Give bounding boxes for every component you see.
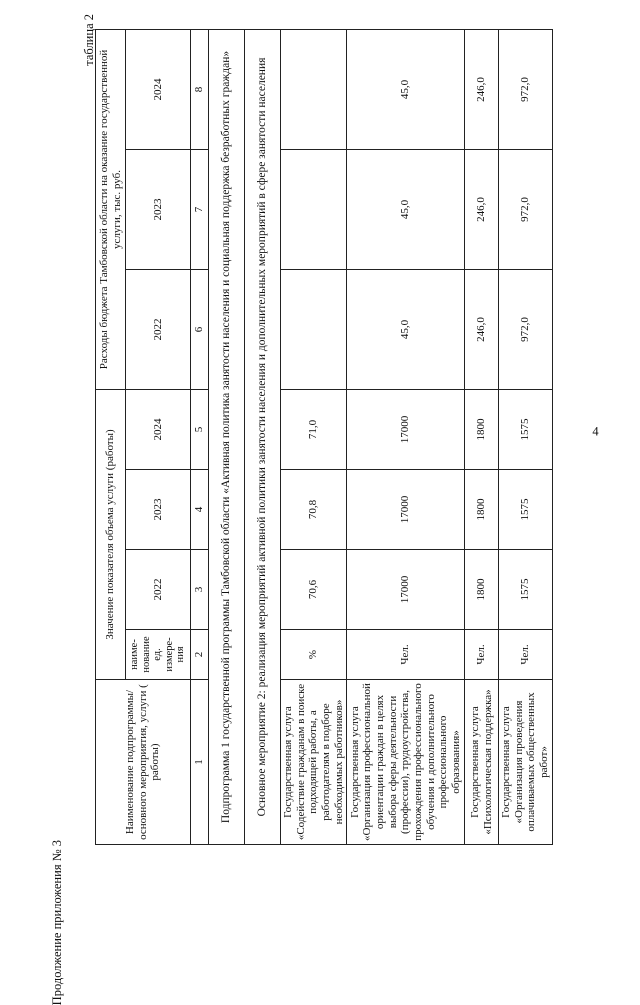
value-2022: 1800 <box>465 550 499 630</box>
service-name: Государственная услуга «Психологическая поддержка» <box>465 680 499 845</box>
table-label: таблица 2 <box>82 14 96 66</box>
column-number: 4 <box>191 470 209 550</box>
header-unit: наиме-нование ед. измере-ния <box>126 630 191 680</box>
service-name: Государственная услуга «Организация проведения оплачиваемых общественных работ» <box>499 680 553 845</box>
header-year-2023: 2023 <box>126 470 191 550</box>
value-2023: 70,8 <box>281 470 347 550</box>
budget-2022: 246,0 <box>465 269 499 389</box>
main-event-row <box>245 29 281 844</box>
column-number: 3 <box>191 550 209 630</box>
value-2024: 1575 <box>499 389 553 469</box>
value-2024: 1800 <box>465 389 499 469</box>
unit-cell: Чел. <box>499 630 553 680</box>
value-2022: 17000 <box>347 550 465 630</box>
column-number: 7 <box>191 149 209 269</box>
page-number: 4 <box>592 424 599 439</box>
budget-2024 <box>281 29 347 149</box>
header-name: Наименование подпрограммы/ основного мероприятия, услуги ( работы) <box>96 680 191 845</box>
value-2023: 17000 <box>347 470 465 550</box>
budget-2024: 972,0 <box>499 29 553 149</box>
unit-cell: Чел. <box>465 630 499 680</box>
continuation-note: Продолжение приложения № 3 <box>50 840 64 1005</box>
budget-2023: 45,0 <box>347 149 465 269</box>
budget-2023: 246,0 <box>465 149 499 269</box>
column-number: 6 <box>191 269 209 389</box>
value-2022: 1575 <box>499 550 553 630</box>
budget-2022: 972,0 <box>499 269 553 389</box>
header-row-1 <box>96 29 126 844</box>
service-name: Государственная услуга «Организация профессиональной ориентации граждан в целях выбора сферы деятельности (профессии), трудоустройства, прохождения профессионального обучения и дополнительного профессионального образования» <box>347 680 465 845</box>
subprogram-row <box>209 29 245 844</box>
table-row <box>499 29 553 844</box>
subprogram-title: Подпрограмма 1 государственной программы Тамбовской области «Активная политика занятости населения и социальная поддержка безработных граждан» <box>209 29 245 844</box>
header-budget-group: Расходы бюджета Тамбовской области на оказание государственной услуги, тыс. руб. <box>96 29 126 389</box>
budget-2024: 45,0 <box>347 29 465 149</box>
column-number-row <box>191 29 209 844</box>
budget-2023 <box>281 149 347 269</box>
budget-2022: 45,0 <box>347 269 465 389</box>
budget-2023: 972,0 <box>499 149 553 269</box>
header-budget-2024: 2024 <box>126 29 191 149</box>
value-2023: 1575 <box>499 470 553 550</box>
column-number: 5 <box>191 389 209 469</box>
header-indicator-group: Значение показателя объема услуги (работы) <box>96 389 126 679</box>
header-budget-2023: 2023 <box>126 149 191 269</box>
header-year-2024: 2024 <box>126 389 191 469</box>
value-2024: 17000 <box>347 389 465 469</box>
column-number: 2 <box>191 630 209 680</box>
header-year-2022: 2022 <box>126 550 191 630</box>
service-name: Государственная услуга «Содействие гражданам в поиске подходящей работы, а работодателям в подборе необходимых работников» <box>281 680 347 845</box>
budget-2022 <box>281 269 347 389</box>
unit-cell: Чел. <box>347 630 465 680</box>
table-row <box>281 29 347 844</box>
column-number: 1 <box>191 680 209 845</box>
value-2022: 70,6 <box>281 550 347 630</box>
appendix-table <box>95 29 553 845</box>
table-row <box>347 29 465 844</box>
value-2023: 1800 <box>465 470 499 550</box>
column-number: 8 <box>191 29 209 149</box>
budget-2024: 246,0 <box>465 29 499 149</box>
unit-cell: % <box>281 630 347 680</box>
header-budget-2022: 2022 <box>126 269 191 389</box>
value-2024: 71,0 <box>281 389 347 469</box>
table-row <box>465 29 499 844</box>
main-event-title: Основное мероприятие 2: реализация мероприятий активной политики занятости населения и дополнительных мероприятий в сфере занятости населения <box>245 29 281 844</box>
